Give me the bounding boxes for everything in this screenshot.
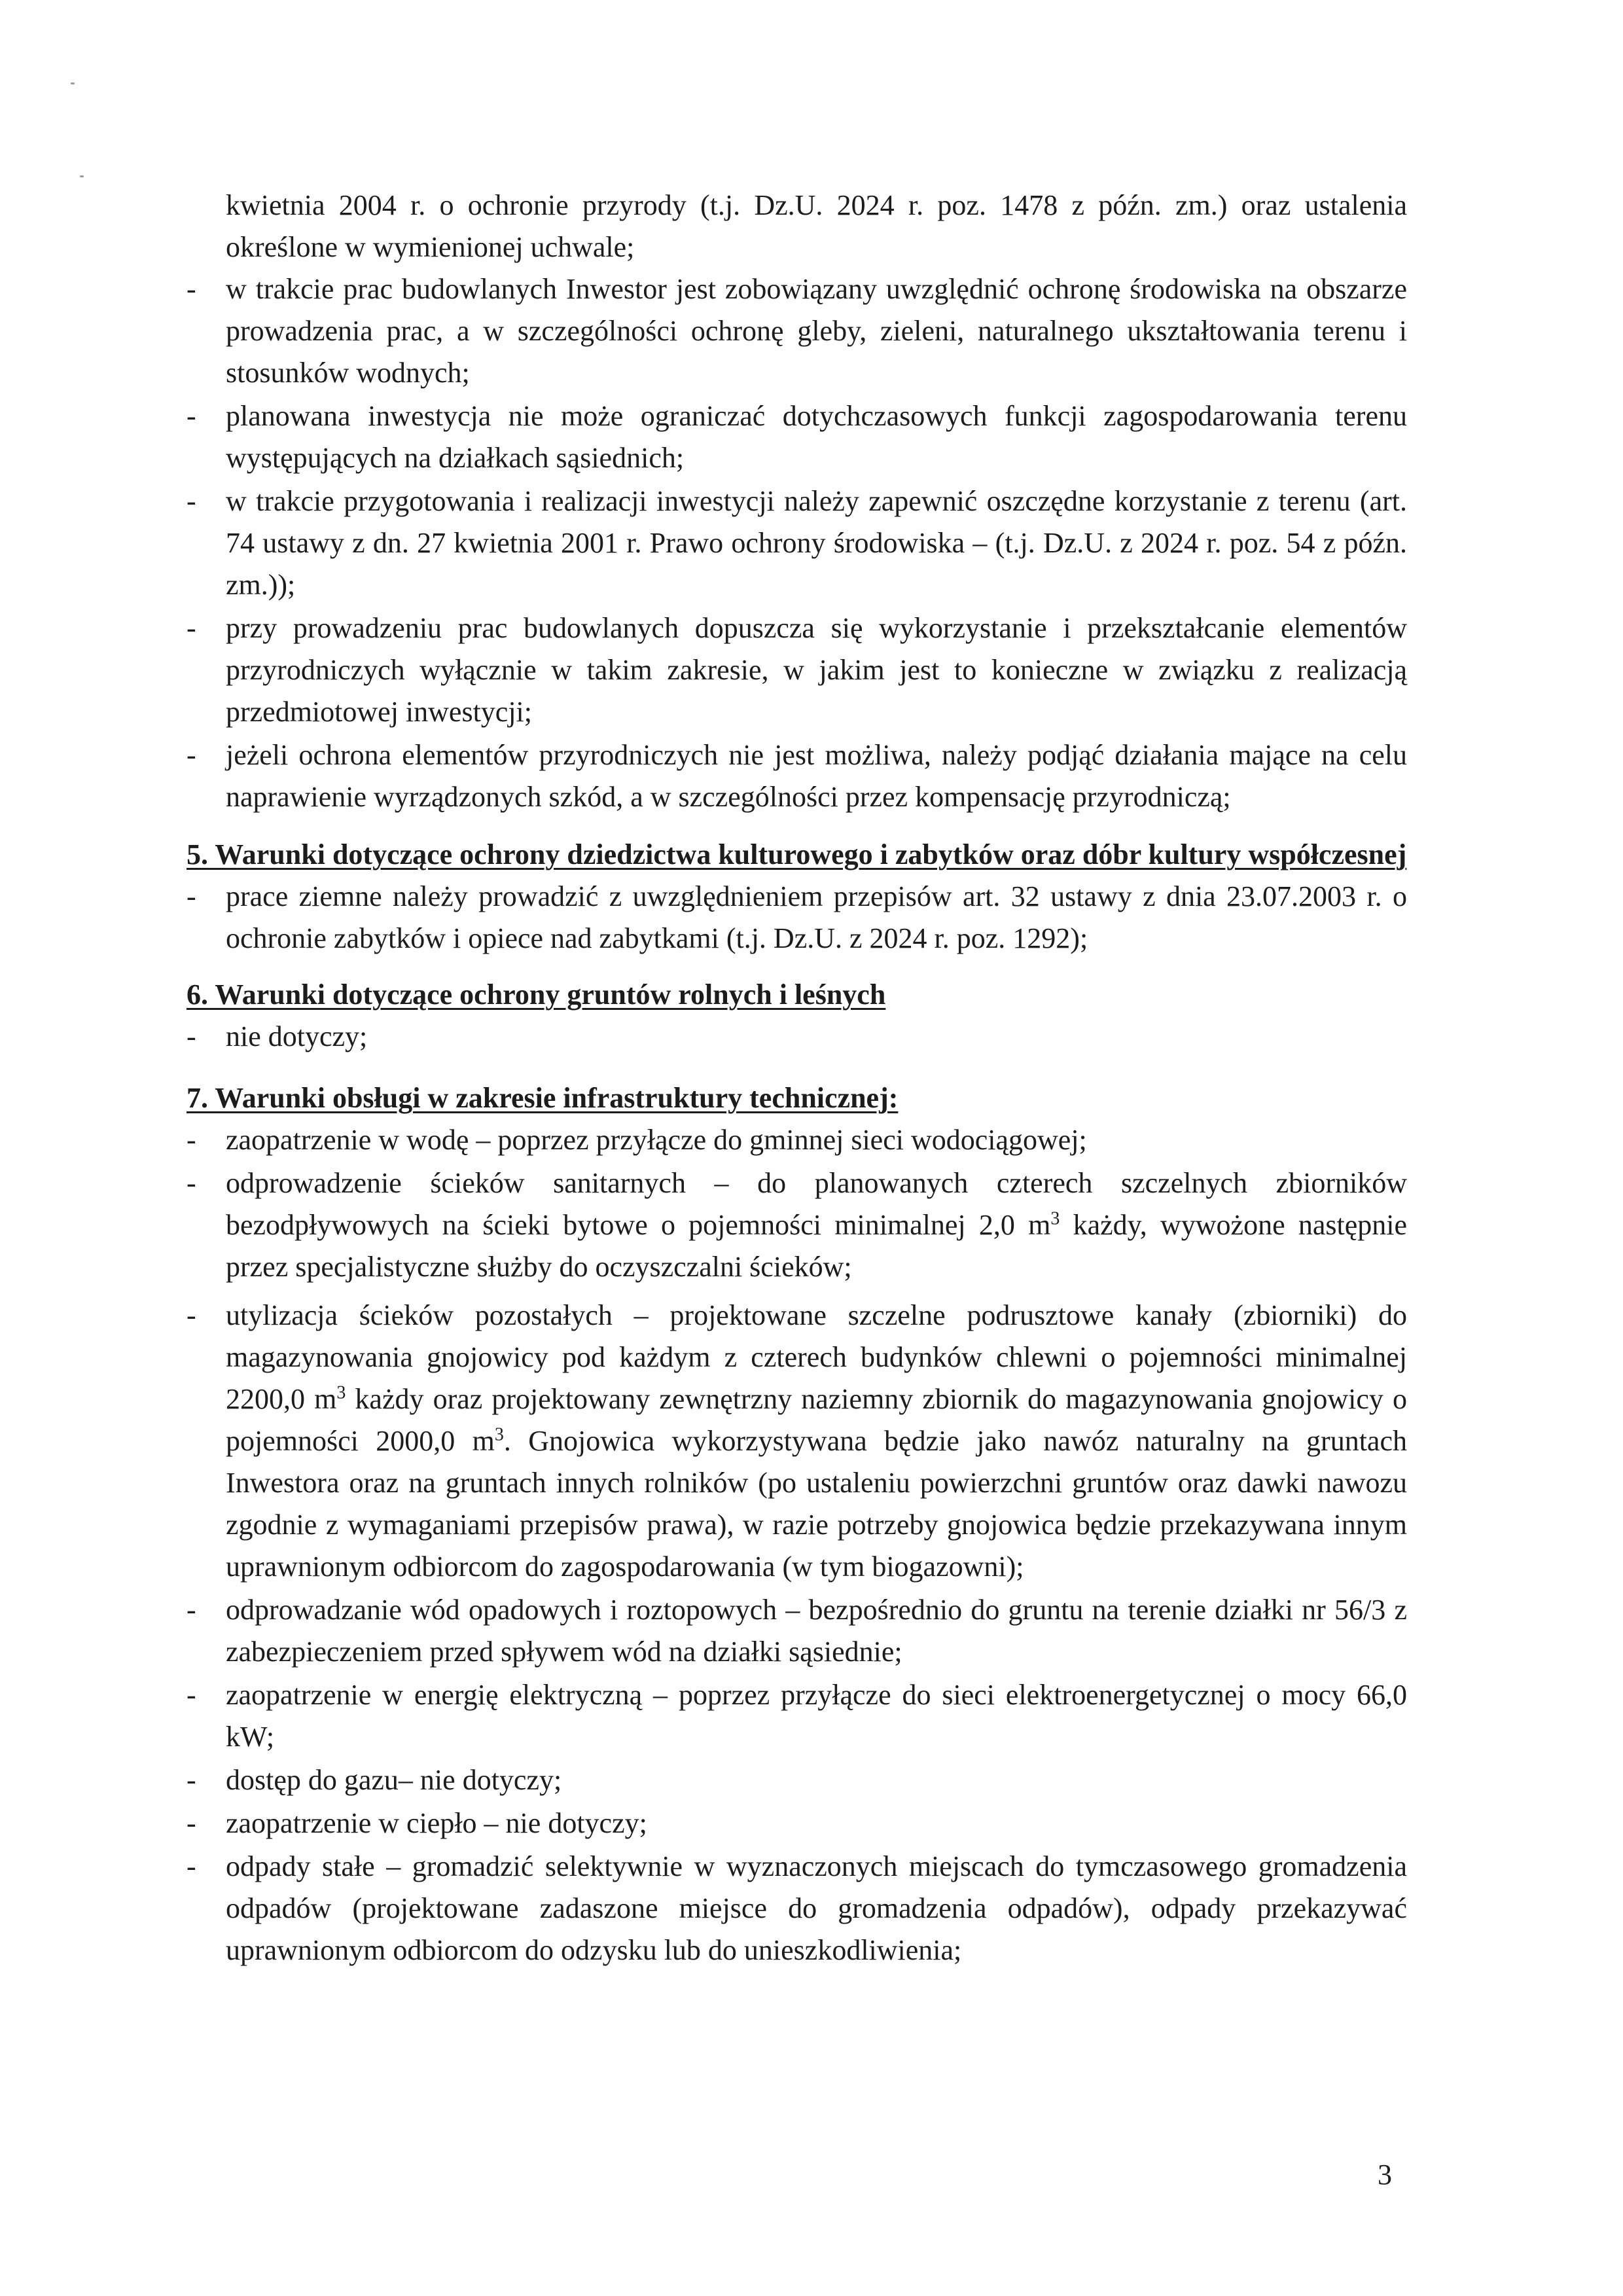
bullet-dash: - <box>187 612 196 644</box>
superscript: 3 <box>494 1424 504 1445</box>
text-run: każdy oraz projektowany zewnętrzny naziemny zbiornik do magazynowania gnojowicy o pojemności 2000,0 m <box>226 1383 1407 1457</box>
list-item <box>187 1119 1407 1161</box>
bullet-dash: - <box>187 1299 196 1331</box>
environment-list <box>187 268 1407 818</box>
list-item-text: odprowadzanie wód opadowych i roztopowych – bezpośrednio do gruntu na terenie działki nr 56/3 z zabezpieczeniem przed spływem wód na działki sąsiednie; <box>226 1594 1407 1668</box>
page-number: 3 <box>1378 2159 1392 2191</box>
superscript: 3 <box>1050 1208 1060 1229</box>
list-item-text: planowana inwestycja nie może ograniczać dotychczasowych funkcji zagospodarowania terenu występujących na działkach sąsiednich; <box>226 400 1407 474</box>
list-item-text: zaopatrzenie w wodę – poprzez przyłącze do gminnej sieci wodociągowej; <box>226 1124 1087 1156</box>
section-5-heading: 5. Warunki dotyczące ochrony dziedzictwa kulturowego i zabytków oraz dóbr kultury współczesnej <box>187 838 1407 870</box>
scan-mark <box>71 82 75 84</box>
section-7-list <box>187 1119 1407 1971</box>
document-body <box>187 185 1407 1973</box>
bullet-dash: - <box>187 739 196 771</box>
continuation-paragraph: kwietnia 2004 r. o ochronie przyrody (t.j. Dz.U. 2024 r. poz. 1478 z późn. zm.) oraz ustalenia określone w wymienionej uchwale; <box>226 189 1407 263</box>
list-item <box>187 1759 1407 1801</box>
bullet-dash: - <box>187 1679 196 1711</box>
list-item-text <box>226 1167 1407 1283</box>
list-item-text: w trakcie przygotowania i realizacji inwestycji należy zapewnić oszczędne korzystanie z terenu (art. 74 ustawy z dn. 27 kwietnia 2001 r. Prawo ochrony środowiska – (t.j. Dz.U. z 2024 r. poz. 54 z późn. zm.)); <box>226 485 1407 601</box>
list-item-text: jeżeli ochrona elementów przyrodniczych nie jest możliwa, należy podjąć działania mające na celu naprawienie wyrządzonych szkód, a w szczególności przez kompensację przyrodniczą; <box>226 739 1407 813</box>
list-item <box>187 1674 1407 1758</box>
list-item-text: odpady stałe – gromadzić selektywnie w wyznaczonych miejscach do tymczasowego gromadzenia odpadów (projektowane zadaszone miejsce do gromadzenia odpadów), odpady przekazywać uprawnionym odbiorcom do odzysku lub do unieszkodliwienia; <box>226 1850 1407 1966</box>
list-item <box>187 1295 1407 1588</box>
list-item <box>187 607 1407 733</box>
list-item-text <box>226 1299 1407 1583</box>
section-6-list <box>187 1016 1407 1058</box>
scan-mark <box>80 175 84 177</box>
list-item <box>187 480 1407 606</box>
list-item <box>187 1803 1407 1844</box>
list-item <box>187 1846 1407 1971</box>
text-run: odprowadzenie ścieków sanitarnych – do planowanych czterech szczelnych zbiorników bezodpływowych na ścieki bytowe o pojemności minimalnej 2,0 m <box>226 1167 1407 1241</box>
superscript: 3 <box>336 1382 346 1403</box>
list-item-text: nie dotyczy; <box>226 1020 368 1052</box>
list-item <box>187 734 1407 818</box>
list-item-text: zaopatrzenie w ciepło – nie dotyczy; <box>226 1807 647 1839</box>
bullet-dash: - <box>187 1850 196 1882</box>
list-item-text: prace ziemne należy prowadzić z uwzględnieniem przepisów art. 32 ustawy z dnia 23.07.2003 r. o ochronie zabytków i opiece nad zabytkami (t.j. Dz.U. z 2024 r. poz. 1292); <box>226 880 1407 954</box>
list-item <box>187 395 1407 479</box>
bullet-dash: - <box>187 880 196 912</box>
bullet-dash: - <box>187 400 196 432</box>
bullet-dash: - <box>187 1020 196 1052</box>
list-item <box>187 876 1407 960</box>
bullet-dash: - <box>187 1764 196 1796</box>
list-item-text: zaopatrzenie w energię elektryczną – poprzez przyłącze do sieci elektroenergetycznej o mocy 66,0 kW; <box>226 1679 1407 1753</box>
text-run: . Gnojowica wykorzystywana będzie jako nawóz naturalny na gruntach Inwestora oraz na gruntach innych rolników (po ustaleniu powierzchni gruntów oraz dawki nawozu zgodnie z wymaganiami przepisów prawa), w razie potrzeby gnojowica będzie przekazywana innym uprawnionym odbiorcom do zagospodarowania (w tym biogazowni); <box>226 1425 1407 1583</box>
list-item-text: dostęp do gazu– nie dotyczy; <box>226 1764 562 1796</box>
bullet-dash: - <box>187 1807 196 1839</box>
list-item <box>187 268 1407 394</box>
bullet-dash: - <box>187 1124 196 1156</box>
bullet-dash: - <box>187 1167 196 1199</box>
bullet-dash: - <box>187 485 196 517</box>
list-item <box>187 1162 1407 1288</box>
section-6-heading: 6. Warunki dotyczące ochrony gruntów rolnych i leśnych <box>187 978 886 1011</box>
section-5-list <box>187 876 1407 960</box>
list-item-text: przy prowadzeniu prac budowlanych dopuszcza się wykorzystanie i przekształcanie elementów przyrodniczych wyłącznie w takim zakresie, w jakim jest to konieczne w związku z realizacją przedmiotowej inwestycji; <box>226 612 1407 728</box>
bullet-dash: - <box>187 1594 196 1626</box>
bullet-dash: - <box>187 273 196 305</box>
list-item-text: w trakcie prac budowlanych Inwestor jest zobowiązany uwzględnić ochronę środowiska na obszarze prowadzenia prac, a w szczególności ochronę gleby, zieleni, naturalnego ukształtowania terenu i stosunków wodnych; <box>226 273 1407 389</box>
text-run: utylizacja ścieków pozostałych – projektowane szczelne podrusztowe kanały (zbiorniki) do magazynowania gnojowicy pod każdym z czterech budynków chlewni o pojemności minimalnej 2200,0 m <box>226 1299 1407 1415</box>
list-item <box>187 1589 1407 1673</box>
section-7-heading: 7. Warunki obsługi w zakresie infrastruktury technicznej: <box>187 1082 899 1114</box>
text-run: każdy, wywożone następnie przez specjalistyczne służby do oczyszczalni ścieków; <box>226 1209 1407 1283</box>
list-item <box>187 1016 1407 1058</box>
